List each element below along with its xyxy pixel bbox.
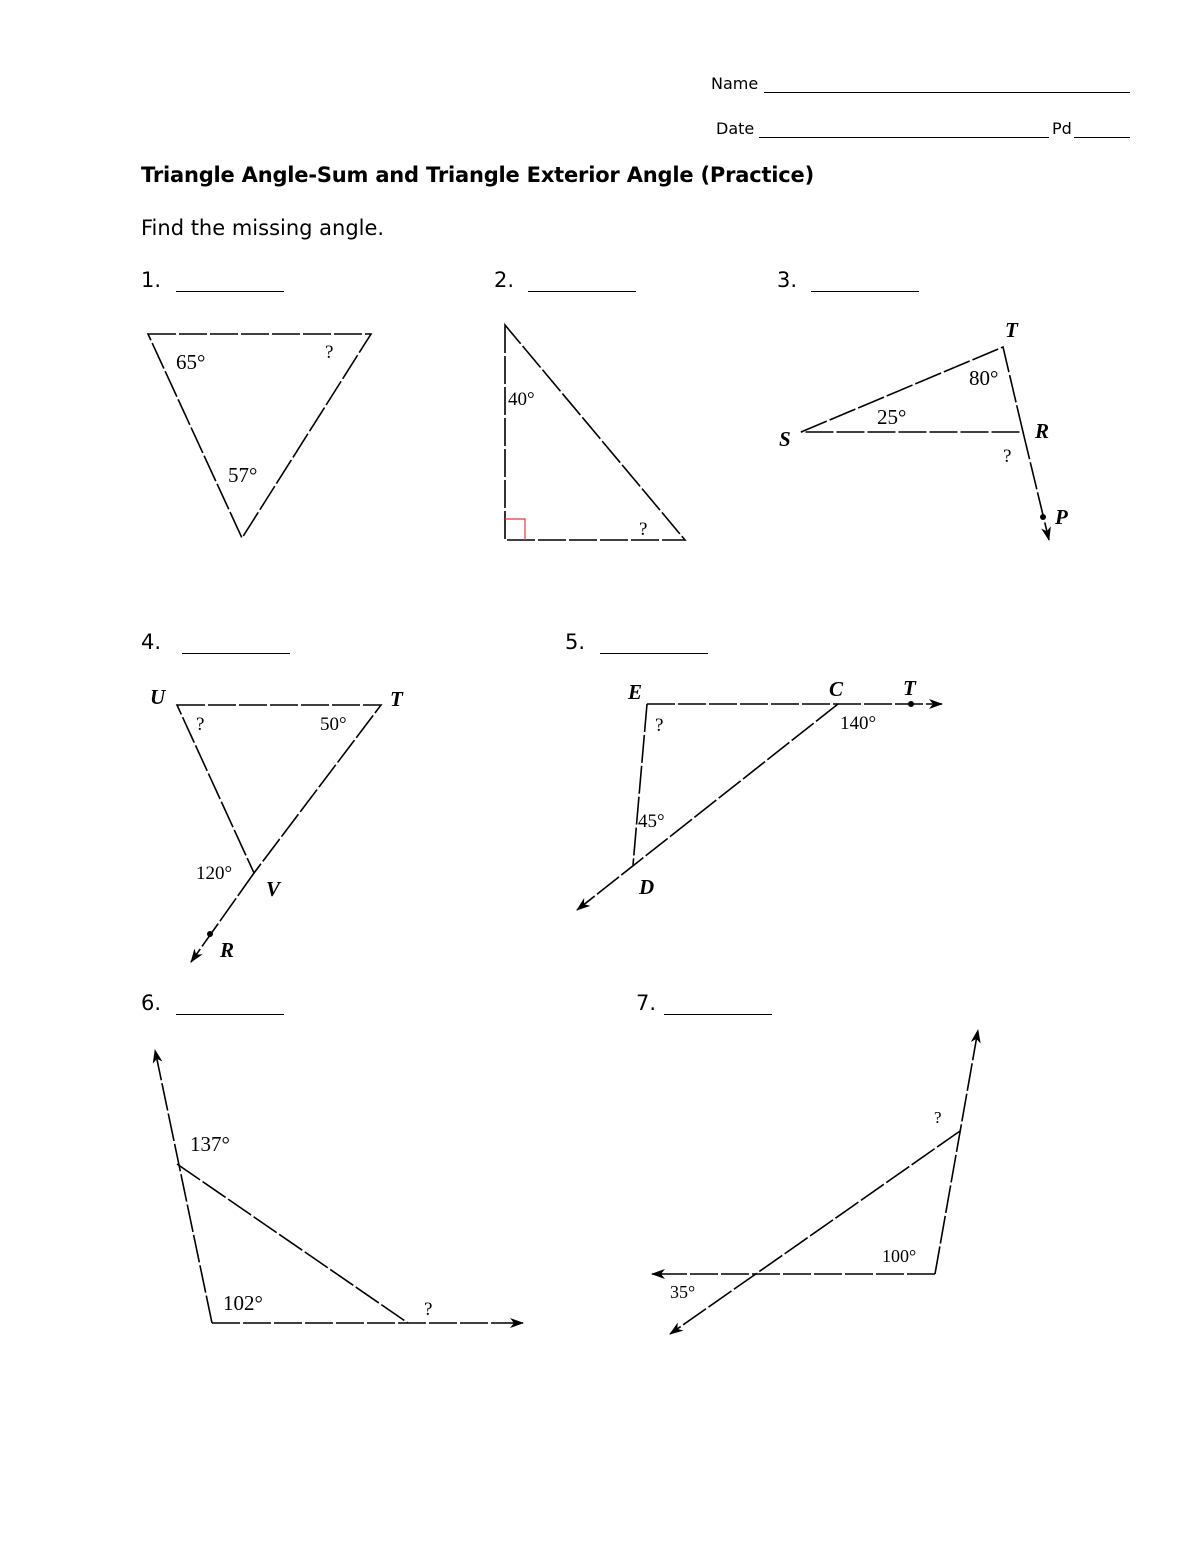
problem-7-number: 7.	[636, 991, 657, 1015]
p3-angle-80: 80°	[969, 366, 999, 390]
problem-1-number: 1.	[141, 268, 162, 292]
problem-6-figure	[155, 1050, 523, 1323]
p1-angle-65: 65°	[176, 350, 206, 374]
problem-5-number: 5.	[565, 630, 586, 654]
date-label: Date	[716, 119, 755, 138]
p4-angle-50: 50°	[320, 714, 347, 735]
point-R-dot	[207, 931, 213, 937]
problem-7-figure	[652, 1030, 978, 1334]
problem-2-figure	[505, 325, 685, 540]
p6-angle-102: 102°	[223, 1291, 263, 1315]
name-label: Name	[711, 74, 759, 93]
p3-point-R: R	[1035, 419, 1050, 443]
p7-unknown-angle: ?	[934, 1108, 942, 1127]
period-label: Pd	[1052, 119, 1072, 138]
ray-RP	[1023, 432, 1049, 540]
segment-ED	[633, 704, 647, 865]
problem-4-number: 4.	[141, 630, 162, 654]
problem-6-number: 6.	[141, 991, 162, 1015]
p5-point-D: D	[639, 875, 655, 899]
ray-diagonal	[670, 1131, 960, 1334]
problem-4-figure	[150, 685, 404, 962]
p4-point-V: V	[266, 877, 281, 901]
triangle-4	[177, 705, 381, 873]
ray-left-side	[155, 1050, 212, 1323]
p5-unknown-angle: ?	[655, 715, 664, 736]
p5-point-E: E	[628, 680, 643, 704]
p1-unknown-angle: ?	[325, 342, 334, 363]
p6-unknown-angle: ?	[424, 1299, 433, 1320]
p5-angle-140: 140°	[840, 713, 877, 734]
worksheet-title: Triangle Angle-Sum and Triangle Exterior Angle (Practice)	[141, 163, 814, 187]
problem-3-number: 3.	[777, 268, 798, 292]
p5-point-C: C	[829, 677, 844, 701]
p4-point-T: T	[390, 687, 403, 711]
right-angle-marker	[505, 519, 525, 540]
p4-point-R: R	[220, 938, 235, 962]
instructions: Find the missing angle.	[141, 216, 385, 240]
p3-point-P: P	[1055, 505, 1068, 529]
p7-angle-35: 35°	[670, 1282, 696, 1302]
p6-angle-137: 137°	[190, 1132, 230, 1156]
p4-point-U: U	[150, 685, 166, 709]
ray-right-side	[935, 1030, 978, 1274]
segment-hypotenuse	[177, 1164, 408, 1323]
p2-unknown-angle: ?	[639, 519, 648, 540]
p5-point-T: T	[903, 676, 916, 700]
point-P-dot	[1040, 514, 1046, 520]
p3-angle-25: 25°	[877, 405, 907, 429]
ray-CD	[577, 704, 838, 910]
right-triangle-2	[505, 325, 685, 540]
p5-angle-45: 45°	[638, 811, 665, 832]
point-T-dot	[908, 701, 914, 707]
p2-angle-40: 40°	[508, 389, 535, 410]
problem-2-number: 2.	[494, 268, 515, 292]
p1-angle-57: 57°	[228, 463, 258, 487]
p3-point-T: T	[1005, 318, 1018, 342]
problem-3-figure	[779, 318, 1068, 540]
p7-angle-100: 100°	[882, 1246, 917, 1266]
p4-unknown-angle: ?	[196, 714, 205, 735]
p3-unknown-angle: ?	[1003, 446, 1012, 467]
problem-1-figure	[148, 334, 371, 538]
p3-point-S: S	[779, 427, 791, 451]
p4-angle-120: 120°	[196, 863, 233, 884]
problem-5-figure	[577, 676, 942, 910]
